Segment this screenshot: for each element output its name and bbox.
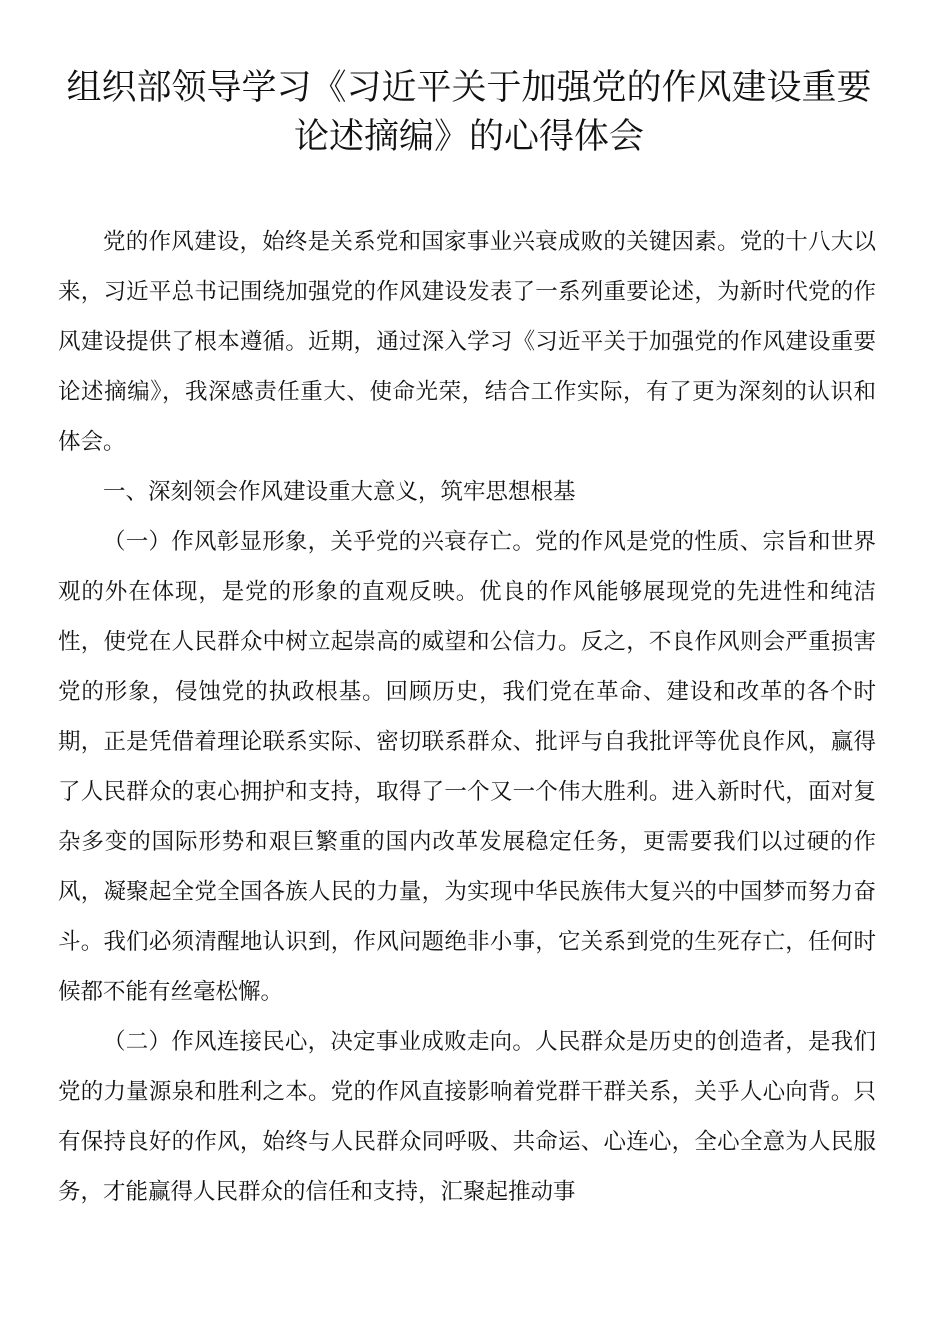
section-heading-1: 一、深刻领会作风建设重大意义，筑牢思想根基 — [103, 479, 576, 505]
document-title: 组织部领导学习《习近平关于加强党的作风建设重要论述摘编》的心得体会 — [66, 68, 872, 157]
subsection-paragraph-2: （二）作风连接民心，决定事业成败走向。人民群众是历史的创造者，是我们党的力量源泉和胜利之本。党的作风直接影响着党群干群关系，关乎人心向背。只有保持良好的作风，始终与人民群众同呼吸、共命运、心连心，全心全意为人民服务，才能赢得人民群众的信任和支持，汇聚起推动事 — [58, 1029, 876, 1205]
document-body — [58, 217, 876, 1217]
subsection-paragraph-1: （一）作风彰显形象，关乎党的兴衰存亡。党的作风是党的性质、宗旨和世界观的外在体现，是党的形象的直观反映。优良的作风能够展现党的先进性和纯洁性，使党在人民群众中树立起崇高的威望和公信力。反之，不良作风则会严重损害党的形象，侵蚀党的执政根基。回顾历史，我们党在革命、建设和改革的各个时期，正是凭借着理论联系实际、密切联系群众、批评与自我批评等优良作风，赢得了人民群众的衷心拥护和支持，取得了一个又一个伟大胜利。进入新时代，面对复杂多变的国际形势和艰巨繁重的国内改革发展稳定任务，更需要我们以过硬的作风，凝聚起全党全国各族人民的力量，为实现中华民族伟大复兴的中国梦而努力奋斗。我们必须清醒地认识到，作风问题绝非小事，它关系到党的生死存亡，任何时候都不能有丝毫松懈。 — [58, 529, 876, 1005]
intro-paragraph: 党的作风建设，始终是关系党和国家事业兴衰成败的关键因素。党的十八大以来，习近平总书记围绕加强党的作风建设发表了一系列重要论述，为新时代党的作风建设提供了根本遵循。近期，通过深入学习《习近平关于加强党的作风建设重要论述摘编》，我深感责任重大、使命光荣，结合工作实际，有了更为深刻的认识和体会。 — [58, 229, 876, 455]
